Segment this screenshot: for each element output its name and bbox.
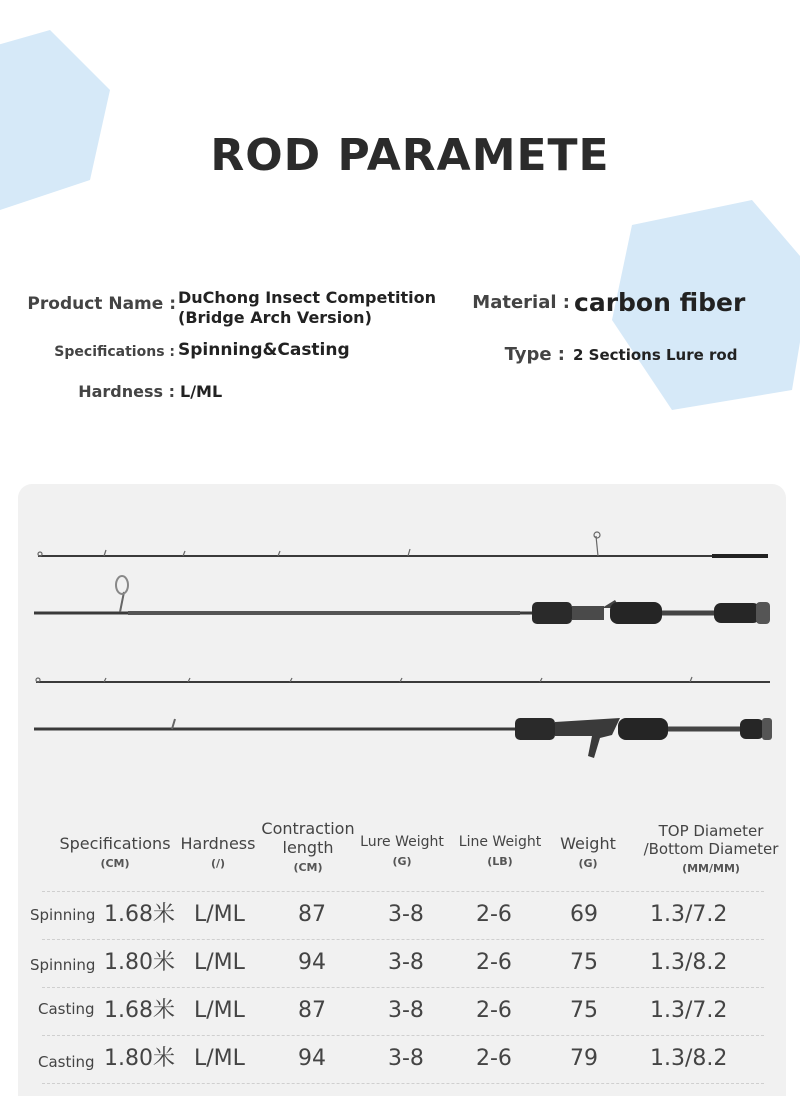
header-lure-weight: [350, 834, 454, 868]
header-weight-label: Weight: [560, 834, 616, 853]
header-lure-weight-label: Lure Weight: [360, 834, 444, 850]
header-hardness-unit: (/): [210, 857, 226, 871]
row-weight: 75: [570, 950, 598, 975]
header-hardness: [176, 834, 260, 870]
row-lure-weight: 3-8: [388, 1046, 424, 1071]
row-line-weight: 2-6: [476, 1046, 512, 1071]
page-title: ROD PARAMETE: [210, 130, 610, 181]
header-diameter: [630, 822, 792, 875]
header-line-weight: [450, 834, 550, 868]
row-hardness: L/ML: [194, 950, 245, 975]
header-lure-weight-unit: (G): [392, 854, 412, 868]
header-line-weight-unit: (LB): [487, 854, 513, 868]
row-diameter: 1.3/8.2: [650, 1046, 728, 1071]
header-diameter-unit: (MM/MM): [682, 862, 740, 875]
table-row: [38, 987, 764, 1035]
header-weight: [548, 834, 628, 870]
product-name-label: Product Name :: [27, 294, 176, 314]
hardness-value: L/ML: [180, 382, 223, 401]
header-contraction: [258, 819, 358, 875]
header-specifications: [50, 834, 180, 870]
row-type: Casting: [38, 1053, 95, 1071]
header-hardness-label: Hardness: [180, 834, 256, 853]
header-diameter-label: TOP Diameter /Bottom Diameter: [643, 822, 779, 858]
row-weight: 79: [570, 1046, 598, 1071]
header-line-weight-label: Line Weight: [458, 834, 542, 850]
casting-tip-section: [36, 677, 770, 682]
row-lure-weight: 3-8: [388, 902, 424, 927]
hardness-label: Hardness :: [78, 382, 175, 401]
row-line-weight: 2-6: [476, 902, 512, 927]
product-name-line-2: (Bridge Arch Version): [178, 308, 372, 327]
row-type: Casting: [38, 1000, 95, 1018]
row-diameter: 1.3/8.2: [650, 950, 728, 975]
row-contraction: 87: [298, 902, 326, 927]
type-value: 2 Sections Lure rod: [573, 346, 738, 364]
row-contraction: 94: [298, 1046, 326, 1071]
row-length: 1.80米: [104, 1046, 175, 1071]
row-line-weight: 2-6: [476, 950, 512, 975]
row-length: 1.68米: [104, 998, 175, 1023]
row-weight: 75: [570, 998, 598, 1023]
header-specifications-unit: (CM): [100, 857, 130, 871]
casting-butt-section: [34, 718, 772, 758]
spinning-tip-section: [38, 532, 768, 556]
row-line-weight: 2-6: [476, 998, 512, 1023]
table-row: [30, 939, 764, 987]
row-hardness: L/ML: [194, 998, 245, 1023]
header-weight-unit: (G): [578, 857, 598, 871]
row-lure-weight: 3-8: [388, 998, 424, 1023]
row-diameter: 1.3/7.2: [650, 998, 728, 1023]
table-row: [38, 1035, 764, 1083]
header-specifications-label: Specifications: [59, 834, 171, 853]
row-lure-weight: 3-8: [388, 950, 424, 975]
row-length: 1.80米: [104, 950, 175, 975]
row-contraction: 94: [298, 950, 326, 975]
header-contraction-label: Contraction length: [261, 819, 355, 858]
row-diameter: 1.3/7.2: [650, 902, 728, 927]
specifications-label: Specifications :: [54, 344, 175, 360]
row-separator: [42, 1083, 764, 1084]
row-type: Spinning: [30, 906, 96, 924]
product-name-value: [178, 288, 436, 328]
spinning-butt-section: [34, 576, 770, 624]
decorative-hexagon-left: [0, 30, 110, 210]
product-name-line-1: DuChong Insect Competition: [178, 288, 436, 307]
material-value: carbon fiber: [574, 288, 746, 317]
specifications-value: Spinning&Casting: [178, 340, 350, 360]
row-contraction: 87: [298, 998, 326, 1023]
row-hardness: L/ML: [194, 902, 245, 927]
row-weight: 69: [570, 902, 598, 927]
rod-illustration: [0, 500, 800, 760]
row-length: 1.68米: [104, 902, 175, 927]
row-hardness: L/ML: [194, 1046, 245, 1071]
type-label: Type :: [504, 344, 565, 365]
material-label: Material :: [472, 292, 570, 313]
row-type: Spinning: [30, 956, 96, 974]
header-contraction-unit: (CM): [293, 861, 323, 875]
table-row: [30, 891, 764, 939]
